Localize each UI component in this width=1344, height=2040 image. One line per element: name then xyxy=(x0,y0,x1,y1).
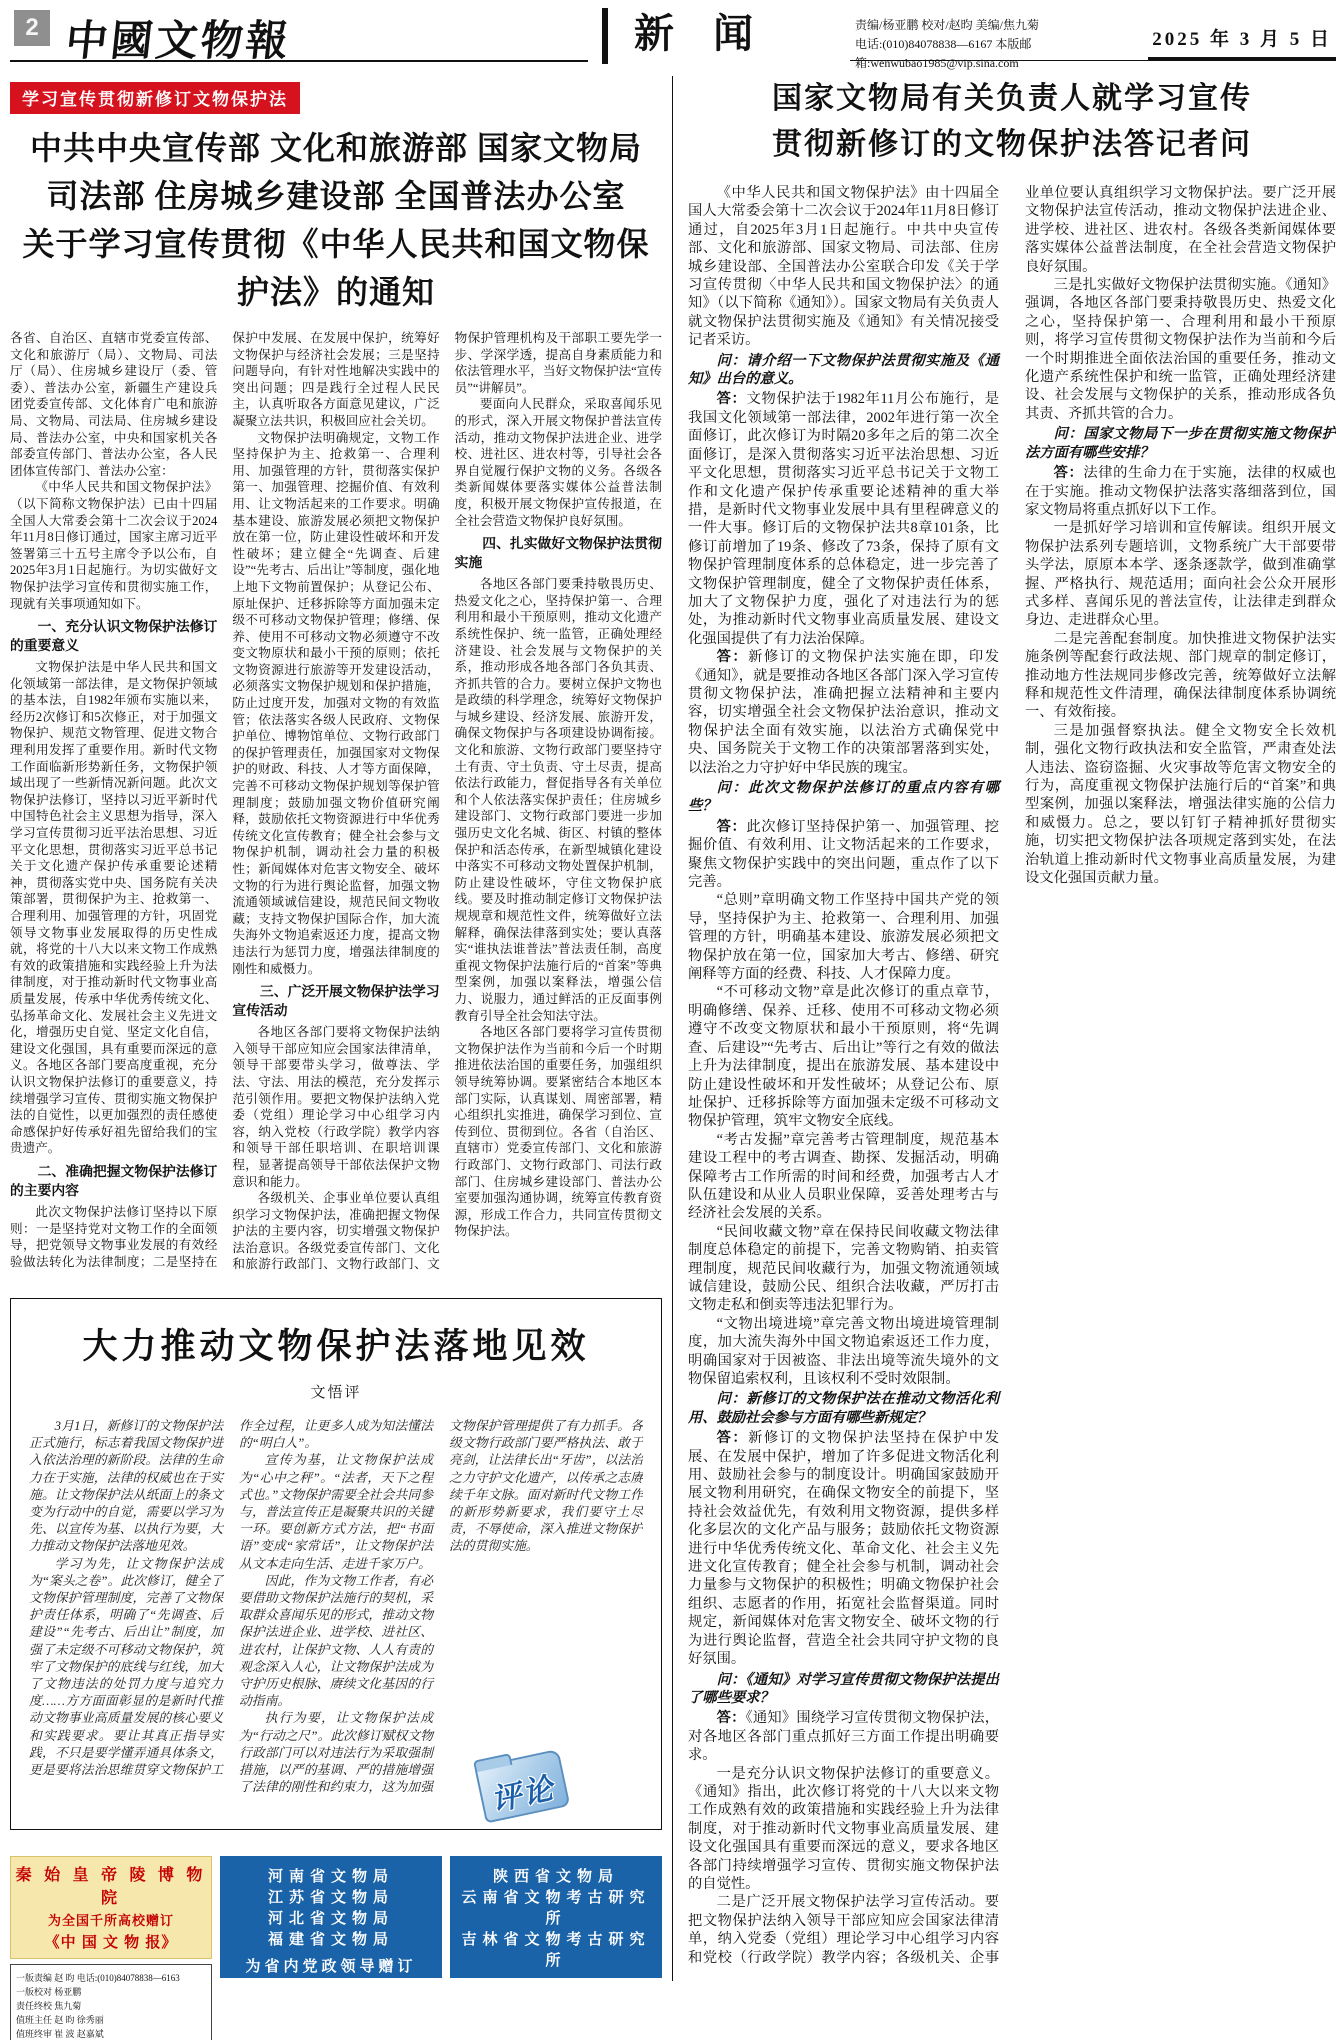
paragraph: 执行为要，让文物保护法成为“行动之尺”。此次修订赋权文物行政部门可以对违法行为采取强制措施，以严的基调、严的措施增强了法律的刚性和约束力，这为加强文物保护管理提供了有力抓手。各级文物行政部门要严格执法、敢于亮剑，让法律长出“牙齿”，以法治之力守护文化遗产，以传承之志赓续千年文脉。面对新时代文物工作的新形势新要求，我们要守土尽责，不辱使命，深入推进文物保护法的贯彻实施。 xyxy=(239,1419,643,1795)
paragraph: 学习为先，让文物保护法成为“案头之卷”。此次修订，健全了文物保护管理制度，完善了文物保护责任体系，明确了“先调查、后建设”“先考古、后出让”制度，加强了未定级不可移动文物保护，筑牢了文物保护的底线与红线，加大了文物违法的处罚力度与追究力度……方方面面彰显的是新时代推动文物事业高质量发展的核心要义和实践要求。要让其真正指导实践，不只是要学懂弄通具体条文，更是要将法治思维贯穿文物保护工作全过程，让更多人成为知法懂法的“明白人”。 xyxy=(29,1419,433,1778)
paragraph: 答：此次修订坚持保护第一、加强管理、挖掘价值、有效利用、让文物活起来的工作要求，聚焦文物保护实践中的突出问题，重点作了以下完善。 xyxy=(688,818,1000,891)
notice-headline xyxy=(10,124,662,316)
ad-left-stack xyxy=(10,1856,212,2040)
org-name: 云南省文物考古研究所 xyxy=(461,1889,651,1927)
subscription-ad-right xyxy=(450,1856,662,1978)
org-name: 陕西省文物局 xyxy=(492,1868,619,1885)
museum-ad xyxy=(10,1856,212,1959)
paragraph: 《中华人民共和国文物保护法》由十四届全国人大常委会第十二次会议于2024年11月8日修订通过，自2025年3月1日起施行。中共中央宣传部、文化和旅游部、国家文物局、司法部、住房城乡建设部、全国普法办公室联合印发《关于学习宣传贯彻〈中华人民共和国文物保护法〉的通知》（以下简称《通知》）。国家文物局有关负责人就文物保护法贯彻实施及《通知》有关情况接受记者采访。 xyxy=(688,185,999,349)
org-name: 河南省文物局 xyxy=(267,1868,394,1885)
staff-credit-line: 一版校对 杨亚鹏 xyxy=(16,1987,82,1997)
paragraph: 3月1日，新修订的文物保护法正式施行，标志着我国文物保护进入依法治理的新阶段。法律的生命力在于实施，法律的权威也在于实施。让文物保护法从纸面上的条文变为行动中的自觉，需要以学习为先、以宣传为基、以执行为要，大力推动文物保护法落地见效。 xyxy=(29,1419,223,1554)
staff-line: 责编/杨亚鹏 校对/赵昀 美编/焦九菊 xyxy=(855,18,1040,32)
museum-ad-line: 《中 国 文 物 报》 xyxy=(44,1934,178,1951)
paragraph: “民间收藏文物”章在保持民间收藏文物法律制度总体稳定的前提下，完善文物购销、拍卖管理制度，规范民间收藏行为，加强文物流通领域诚信建设，鼓励公民、组织合法收藏，严厉打击文物走私和倒卖等违法犯罪行为。 xyxy=(688,1223,999,1314)
headline-line: 国家文物局有关负责人就学习宣传 xyxy=(772,82,1252,115)
left-section xyxy=(10,82,662,2040)
section-title: 新 闻 xyxy=(602,8,767,64)
museum-ad-line: 秦 始 皇 帝 陵 博 物 院 xyxy=(15,1867,207,1907)
page-number: 2 xyxy=(14,10,50,46)
paragraph: 一是充分认识文物保护法修订的重要意义。《通知》指出，此次修订将党的十八大以来文物工作成熟有效的政策措施和实践经验上升为法律制度，对于推动新时代文物事业高质量发展、建设文化强国具有重要而深远的意义，要求各地区各部门持续增强学习宣传、贯彻实施文物保护法的自觉性。 xyxy=(688,1765,999,1892)
paragraph: 答：法律的生命力在于实施，法律的权威也在于实施。推动文物保护法落实落细落到位，国家文物局将重点抓好以下工作。 xyxy=(1025,465,1336,518)
paragraph: 各地区各部门要秉持敬畏历史、热爱文化之心，坚持保护第一、合理利用和最小干预原则，推动文化遗产系统性保护、统一监管，正确处理经济建设、社会发展与文物保护的关系，推动形成各地各部门各负其责、齐抓共管的合力。要树立保护文物也是政绩的科学理念，统筹好文物保护与城乡建设、经济发展、旅游开发，确保文物保护与各项建设协调衔接。文化和旅游、文物行政部门要坚持守土有责、守土负责、守土尽责，提高依法行政能力，督促指导各有关单位和个人依法落实保护责任；住房城乡建设部门、文物行政部门要进一步加强历史文化名城、街区、村镇的整体保护和活态传承，在新型城镇化建设中落实不可移动文物处置保护机制，防止建设性破坏，守住文物保护底线。要及时推动制定修订文物保护法规规章和规范性文件，统筹做好立法解释，确保法律落到实处；要认真落实“谁执法谁普法”普法责任制，高度重视文物保护法施行后的“首案”等典型案例，加强以案释法，增强公信力、说服力，通过鲜活的正反面事例教育引导全社会知法守法。 xyxy=(454,577,662,1023)
headline-line: 司法部 住房城乡建设部 全国普法办公室 xyxy=(46,178,626,214)
paragraph: “文物出境进境”章完善文物出境进境管理制度，加大流失海外中国文物追索返还工作力度，明确国家对于因被盗、非法出境等流失境外的文物保留追索权利，且该权利不受时效限制。 xyxy=(688,1315,999,1387)
staff-credit-line: 一版责编 赵 昀 电话:(010)84078838—6163 xyxy=(16,1973,180,1983)
subscription-slogan-line: 为省内党政领导赠订 xyxy=(245,1958,417,1975)
qa-body xyxy=(688,184,1336,1979)
paragraph: 一是抓好学习培训和宣传解读。组织开展文物保护法系列专题培训，文物系统广大干部要带头学法，原原本本学、逐条逐款学，做到准确掌握、严格执行、规范适用；面向社会公众开展形式多样、喜闻乐见的普法宣传，让法律走到群众身边、走进群众心里。 xyxy=(1025,520,1336,629)
issue-date: 2025 年 3 月 5 日 xyxy=(1148,24,1336,60)
paragraph: 各地区各部门要将文物保护法纳入领导干部应知应会国家法律清单，领导干部要带头学习，做尊法、学法、守法、用法的模范，充分发挥示范引领作用。要把文物保护法纳入党委（党组）理论学习中心组学习内容，纳入党校（行政学院）教学内容和领导干部任职培训、在职培训课程，显著提高领导干部依法保护文物意识和能力。 xyxy=(232,1025,440,1189)
paragraph: 三是扎实做好文物保护法贯彻实施。《通知》强调，各地区各部门要秉持敬畏历史、热爱文化之心，坚持保护第一、合理利用和最小干预原则，将学习宣传贯彻文物保护法作为当前和今后一个时期推进全面依法治国的重要任务，推动文化遗产系统性保护和统一监管，正确处理经济建设、社会发展与文物保护的关系，推动形成各负其责、齐抓共管的合力。 xyxy=(1025,277,1336,422)
paragraph: 要面向人民群众，采取喜闻乐见的形式，深入开展文物保护普法宣传活动，推动文物保护法进企业、进学校、进社区、进农村等，引导社会各界自觉履行保护文物的义务。各级各类新闻媒体要落实媒体公益普法制度，积极开展文物保护宣传报道，在全社会营造文物保护良好氛围。 xyxy=(454,397,662,528)
right-section xyxy=(688,76,1336,1979)
paragraph: 三是加强督察执法。健全文物安全长效机制，强化文物行政执法和安全监管，严肃查处法人违法、盗窃盗掘、火灾事故等危害文物安全的行为，高度重视文物保护法施行后的“首案”和典型案例，加强以案释法，增强法律实施的公信力和威慑力。总之，要以钉钉子精神抓好贯彻实施，切实把文物保护法各项规定落到实处，在法治轨道上推动新时代文物事业高质量发展，为建设文化强国贡献力量。 xyxy=(1025,722,1336,887)
staff-credit-line: 值班主任 赵 昀 徐秀丽 xyxy=(16,2015,104,2025)
commentary-byline: 文悟评 xyxy=(310,1385,362,1401)
paragraph: 因此，作为文物工作者，有必要借助文物保护法施行的契机，采取群众喜闻乐见的形式，推动文物保护法进企业、进学校、进社区、进农村，让保护文物、人人有责的观念深入人心，让文物保护法成为守护历史根脉、赓续文化基因的行动指南。 xyxy=(239,1573,433,1709)
topic-badge: 学习宣传贯彻新修订文物保护法 xyxy=(10,82,300,114)
ads-row xyxy=(10,1856,662,2040)
subheading: 三、广泛开展文物保护法学习宣传活动 xyxy=(232,984,440,1019)
paragraph: 各省、自治区、直辖市党委宣传部、文化和旅游厅（局）、文物局、司法厅（局）、住房城乡建设厅（委、管委）、普法办公室，新疆生产建设兵团党委宣传部、文化体育广电和旅游局、文物局、司法局、住房城乡建设局、普法办公室，中央和国家机关各部委宣传部门、普法办公室，各人民团体宣传部门、普法办公室： xyxy=(10,331,218,478)
masthead-logo: 中國文物報 xyxy=(63,19,294,65)
qa-headline xyxy=(688,76,1336,168)
paragraph: 答：《通知》围绕学习宣传贯彻文物保护法，对各地区各部门重点抓好三方面工作提出明确要求。 xyxy=(688,1710,999,1764)
headline-line: 关于学习宣传贯彻《中华人民共和国文物保护法》的通知 xyxy=(22,226,650,310)
org-name: 福建省文物局 xyxy=(267,1931,394,1948)
staff-credit-line: 责任终校 焦九菊 xyxy=(16,2001,82,2011)
staff-credit-line: 值班终审 崔 波 赵嘉斌 xyxy=(16,2029,104,2039)
paragraph: 问：此次文物保护法修订的重点内容有哪些？ xyxy=(688,780,999,815)
paragraph: 文物保护法明确规定，文物工作坚持保护为主、抢救第一、合理利用、加强管理的方针，贯彻落实保护第一、加强管理、挖掘价值、有效利用、让文物活起来的工作要求。明确基本建设、旅游发展必须把文物保护放在第一位，防止建设性破坏和开发性破坏；建立健全“先调查、后建设”“先考古、后出让”等制度，强化地上地下文物前置保护；从登记公布、原址保护、迁移拆除等方面加强未定级不可移动文物保护管理；修缮、保养、使用不可移动文物必须遵守不改变文物原状和最小干预的原则；依托文物资源进行旅游等开发建设活动，必须落实文物保护规划和保护措施，防止过度开发，加强对文物的有效监管；依法落实各级人民政府、文物保护单位、博物馆单位、文物行政部门的保护管理责任，加强国家对文物保护的财政、科技、人才等方面保障，完善不可移动文物保护规划等保护管理制度；鼓励加强文物价值研究阐释，鼓励依托文物资源进行中华优秀传统文化宣传教育；健全社会参与文物保护机制，调动社会力量的积极性；新闻媒体对危害文物安全、破坏文物的行为进行舆论监督，加强文物流通领域诚信建设，规范民间文物收藏；支持文物保护国际合作，加大流失海外文物追索返还力度，提高文物违法行为惩罚力度，增强法律制度的刚性和威慑力。 xyxy=(232,430,440,976)
paragraph: “不可移动文物”章是此次修订的重点章节，明确修缮、保养、迁移、使用不可移动文物必须遵守不改变文物原状和最小干预原则，将“先调查、后建设”“先考古、后出让”等行之有效的做法上升为法律制度，提出在旅游发展、基本建设中防止建设性破坏和开发性破坏；从登记公布、原址保护、迁移拆除等方面加强未定级不可移动文物保护管理，筑牢文物安全底线。 xyxy=(688,984,999,1130)
paragraph: 答：新修订的文物保护法实施在即，印发《通知》，就是要推动各地区各部门深入学习宣传贯彻文物保护法，准确把握立法精神和主要内容，切实增强全社会文物保护法治意识，推动文物保护法全面有效实施，以法治方式确保党中央、国务院关于文物工作的决策部署落到实处，以法治之力守护好中华民族的瑰宝。 xyxy=(688,649,1000,776)
subheading: 二、准确把握文物保护法修订的主要内容 xyxy=(10,1163,218,1198)
editor-info xyxy=(855,16,1185,73)
subheading: 一、充分认识文物保护法修订的重要意义 xyxy=(10,619,218,654)
org-name: 江苏省文物局 xyxy=(267,1889,394,1906)
org-name: 河北省文物局 xyxy=(267,1910,394,1927)
paragraph: 答：文物保护法于1982年11月公布施行，是我国文化领域第一部法律，2002年进行第一次全面修订，此次修订为时隔20多年之后的第二次全面修订，是深入贯彻落实习近平法治思想、习近平文化思想，贯彻落实习近平总书记关于文物工作和文化遗产保护传承重要论述精神的重大举措，是新时代文物事业发展中具有里程碑意义的一件大事。修订后的文物保护法共8章101条，比修订前增加了19条、修改了73条，保持了原有文物保护管理制度体系的总体稳定，进一步完善了文物保护管理制度，健全了文物保护责任体系，加大了文物保护力度，强化了对违法行为的惩处，为推动新时代文物事业高质量发展、建设文化强国提供了有力法治保障。 xyxy=(688,391,1000,647)
paragraph: 各级机关、企事业单位要认真组织学习文物保护法，准确把握文物保护法的主要内容，切实增强文物保护法治意识。各级党委宣传部门、文化和旅游行政部门、文物行政部门、文物保护管理机构及干部职工要先学一步、学深学透，提高自身素质能力和依法管理水平，当好文物保护法“宣传员”“讲解员”。 xyxy=(232,331,662,1272)
headline-line: 中共中央宣传部 文化和旅游部 国家文物局 xyxy=(29,130,642,166)
headline-line: 贯彻新修订的文物保护法答记者问 xyxy=(772,128,1252,161)
notice-body xyxy=(10,330,662,1280)
paragraph: 《中华人民共和国文物保护法》（以下简称文物保护法）已由十四届全国人大常委会第十二次会议于2024年11月8日修订通过，国家主席习近平签署第三十五号主席令予以公布，自2025年3月1日起施行。为切实做好文物保护法学习宣传和贯彻实施工作，现就有关事项通知如下。 xyxy=(10,480,218,611)
commentary-title: 大力推动文物保护法落地见效 xyxy=(82,1327,590,1366)
paragraph: 二是广泛开展文物保护法学习宣传活动。要把文物保护法纳入领导干部应知应会国家法律清单，纳入党委（党组）理论学习中心组学习内容和党校（行政学院）教学内容；各级机关、企事业单位要认真组织学习文物保护法。要广泛开展文物保护法宣传活动，推动文物保护法进企业、进学校、进社区、进农村。各级各类新闻媒体要落实媒体公益普法制度，在全社会营造文物保护良好氛围。 xyxy=(688,185,1336,1966)
subscription-ad-left xyxy=(220,1856,442,1978)
page-header xyxy=(10,8,1336,70)
museum-ad-line: 为全国千所高校赠订 xyxy=(47,1913,174,1928)
commentary-box xyxy=(10,1298,662,1830)
paragraph: 二是完善配套制度。加快推进文物保护法实施条例等配套行政法规、部门规章的制定修订，推动地方性法规同步修改完善，统筹做好立法解释和规范性文件清理，确保法律制度体系协调统一、有效衔接。 xyxy=(1025,630,1336,721)
paragraph: 问：新修订的文物保护法在推动文物活化利用、鼓励社会参与方面有哪些新规定？ xyxy=(688,1391,999,1426)
paragraph: 宣传为基，让文物保护法成为“心中之秤”。“法者，天下之程式也。”文物保护需要全社会共同参与，普法宣传正是凝聚共识的关键一环。要创新方式方法，把“书面语”变成“家常话”，让文物保护法从文本走向生活、走进千家万户。 xyxy=(239,1453,433,1571)
org-name: 吉林省文物考古研究所 xyxy=(461,1931,651,1969)
paragraph: 各地区各部门要将学习宣传贯彻文物保护法作为当前和今后一个时期推进依法治国的重要任务，加强组织领导统筹协调。要紧密结合本地区本部门实际，认真谋划、周密部署，精心组织扎实推进，确保学习到位、宣传到位、贯彻到位。各省（自治区、直辖市）党委宣传部门、文化和旅游行政部门、文物行政部门、司法行政部门、住房城乡建设部门、普法办公室要加强沟通协调，统筹宣传教育资源，形成工作合力，共同宣传贯彻文物保护法。 xyxy=(454,1025,662,1239)
section-divider xyxy=(672,76,673,1981)
contact-line: 电话:(010)84078838—6167 本版邮箱:wenwubao1985@vip.sina.com xyxy=(855,37,1032,70)
stamp-label: 评论 xyxy=(488,1771,558,1818)
subheading: 四、扎实做好文物保护法贯彻实施 xyxy=(454,536,662,571)
paragraph: 文物保护法是中华人民共和国文化领域第一部法律，是文物保护领域的基本法，自1982年颁布实施以来，经历2次修订和5次修正，对于加强文物保护、规范文物管理、促进文物合理利用发挥了重要作用。新时代文物工作面临新形势新任务，文物保护领域出现了一些新情况新问题。此次文物保护法修订，坚持以习近平新时代中国特色社会主义思想为指导，深入学习宣传贯彻习近平法治思想、习近平文化思想，贯彻落实习近平总书记关于文化遗产保护传承重要论述精神，贯彻落实党中央、国务院有关决策部署，贯彻保护为主、抢救第一、合理利用、加强管理的方针，巩固党领导文物事业发展取得的历史性成就，将党的十八大以来文物工作成熟有效的政策措施和实践经验上升为法律制度，对于推动新时代文物事业高质量发展，传承中华优秀传统文化、弘扬革命文化、发展社会主义先进文化，增强历史自觉、坚定文化自信，建设文化强国，具有重要而深远的意义。各地区各部门要高度重视，充分认识文物保护法修订的重要意义，持续增强学习宣传、贯彻实施文物保护法的自觉性，以更加强烈的责任感使命感保护好传承好祖先留给我们的宝贵遗产。 xyxy=(10,660,218,1156)
paragraph: “总则”章明确文物工作坚持中国共产党的领导，坚持保护为主、抢救第一、合理利用、加强管理的方针，明确基本建设、旅游发展必须把文物保护放在第一位，国家加大考古、修缮、研究阐释等方面的经费、科技、人才保障力度。 xyxy=(688,892,999,983)
paragraph: 问：《通知》对学习宣传贯彻文物保护法提出了哪些要求？ xyxy=(688,1671,999,1706)
paragraph: “考古发掘”章完善考古管理制度，规范基本建设工程中的考古调查、勘探、发掘活动，明确保障考古工作所需的时间和经费，加强考古人才队伍建设和从业人员职业保障，妥善处理考古与经济社会发展的关系。 xyxy=(688,1131,999,1222)
subscription-slogan-line xyxy=(454,1977,658,1978)
paragraph: 答：新修订的文物保护法坚持在保护中发展、在发展中保护，增加了许多促进文物活化利用、鼓励社会参与的制度设计。明确国家鼓励开展文物利用研究，在确保文物安全的前提下，坚持社会效益优先，有效利用文物资源，提供多样化多层次的文化产品与服务；鼓励依托文物资源进行中华优秀传统文化、革命文化、社会主义先进文化宣传教育；健全社会参与机制，调动社会力量参与文物保护的积极性；明确文物保护社会组织、志愿者的作用，拓宽社会监督渠道。同时规定，新闻媒体对危害文物安全、破坏文物的行为进行舆论监督，营造全社会共同守护文物的良好氛围。 xyxy=(688,1430,1000,1668)
staff-credits-box xyxy=(10,1964,212,2040)
paragraph: 问：国家文物局下一步在贯彻实施文物保护法方面有哪些安排？ xyxy=(1025,426,1336,461)
paragraph: 此次文物保护法修订坚持以下原则：一是坚持党对文物工作的全面领导，把党领导文物事业发展的有效经验做法转化为法律制度；二是坚持在保护中发展、在发展中保护，统筹好文物保护与经济社会发展；三是坚持问题导向，有针对性地解决实践中的突出问题；四是践行全过程人民民主，认真听取各方面意见建议，广泛凝聚立法共识，积极回应社会关切。 xyxy=(10,331,440,1269)
paragraph: 问：请介绍一下文物保护法贯彻实施及《通知》出台的意义。 xyxy=(688,352,999,388)
